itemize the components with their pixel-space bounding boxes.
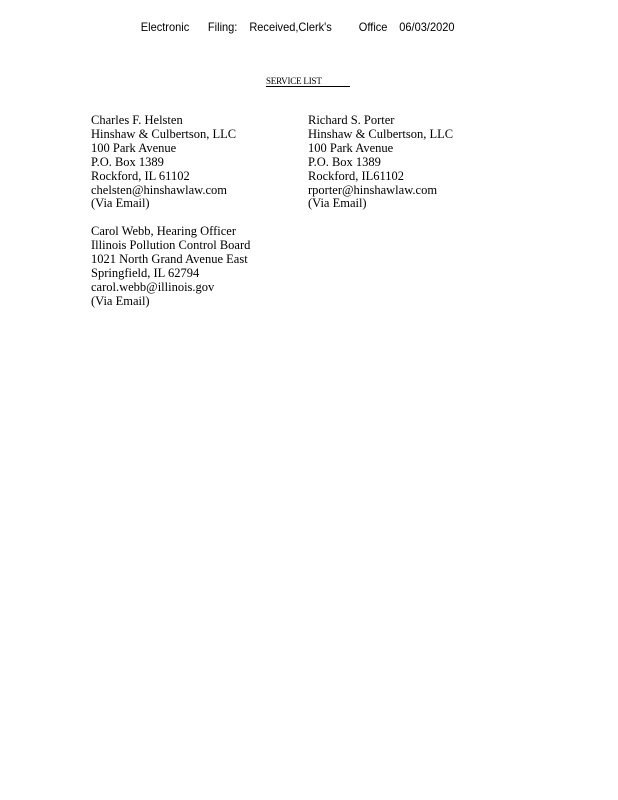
recipient-city: Springfield, IL 62794 [91, 265, 200, 280]
recipient-city: Rockford, IL61102 [308, 168, 405, 183]
recipient-city: Rockford, IL 61102 [91, 168, 190, 183]
recipient-name: Richard S. Porter [308, 113, 395, 127]
recipient-po-box: P.O. Box 1389 [308, 154, 381, 169]
recipient-block-webb [91, 225, 250, 308]
recipient-method: (Via Email) [91, 196, 150, 211]
recipient-firm: Hinshaw & Culbertson, LLC [308, 126, 454, 141]
recipient-firm: Hinshaw & Culbertson, LLC [91, 126, 237, 141]
recipient-email: rporter@hinshawlaw.com [308, 182, 438, 197]
recipient-block-porter [308, 114, 453, 211]
recipient-street: 100 Park Avenue [91, 140, 177, 155]
recipient-firm: Illinois Pollution Control Board [91, 237, 251, 252]
header-office: Office [358, 20, 388, 34]
filing-stamp-header [0, 20, 569, 36]
recipient-po-box: P.O. Box 1389 [91, 154, 164, 169]
service-list-title: SERVICE LIST [266, 76, 350, 87]
recipient-street: 100 Park Avenue [308, 140, 394, 155]
recipient-name: Charles F. Helsten [91, 113, 183, 127]
recipient-email: chelsten@hinshawlaw.com [91, 182, 228, 197]
recipient-name: Carol Webb, Hearing Officer [91, 224, 237, 238]
header-filing: Filing: [207, 20, 238, 34]
recipient-method: (Via Email) [308, 196, 367, 211]
recipient-method: (Via Email) [91, 293, 150, 308]
recipient-street: 1021 North Grand Avenue East [91, 251, 248, 266]
header-electronic: Electronic [140, 20, 190, 34]
recipient-email: carol.webb@illinois.gov [91, 279, 215, 294]
header-received-clerks: Received,Clerk's [249, 20, 332, 34]
recipient-block-helsten [91, 114, 236, 211]
header-date: 06/03/2020 [399, 20, 455, 34]
